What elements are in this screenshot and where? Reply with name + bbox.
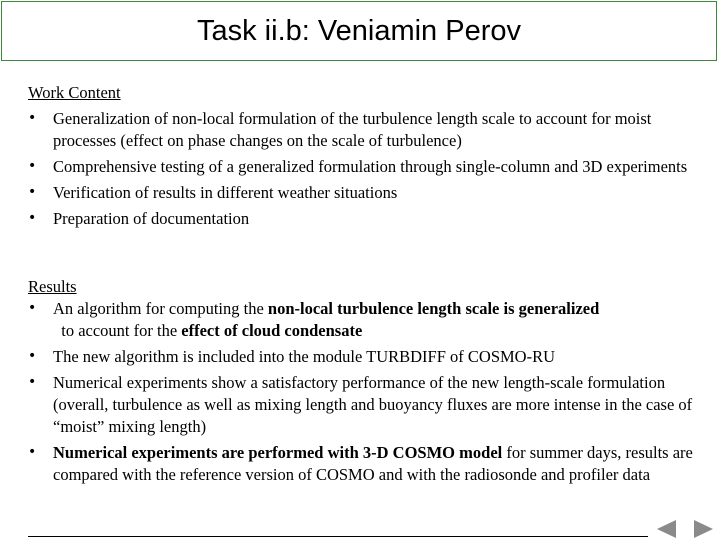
list-item: • Comprehensive testing of a generalized formulation through single-column and 3D experiments <box>28 157 688 176</box>
bullet-icon: • <box>28 300 37 316</box>
bullet-icon: • <box>28 348 37 364</box>
triangle-left-icon[interactable] <box>657 520 676 538</box>
footer-divider <box>28 536 648 537</box>
results-heading: Results <box>28 277 77 296</box>
bullet-icon: • <box>28 184 37 200</box>
slide-title: Task ii.b: Veniamin Perov <box>1 1 717 61</box>
bullet-icon: • <box>28 110 37 126</box>
bullet-icon: • <box>28 444 37 460</box>
list-item: • Numerical experiments are performed with 3-D COSMO model for summer days, results are compared with the reference version of COSMO and with the radiosonde and profiler data <box>28 443 693 484</box>
results-list <box>28 298 708 486</box>
bullet-icon: • <box>28 210 37 226</box>
triangle-right-icon[interactable] <box>694 520 713 538</box>
list-item: • Generalization of non-local formulation of the turbulence length scale to account for moist processes (effect on phase changes on the scale of turbulence) <box>28 109 652 150</box>
work-content-section <box>28 82 708 230</box>
bullet-icon: • <box>28 374 37 390</box>
list-item: • Preparation of documentation <box>28 209 250 228</box>
work-content-list <box>28 108 708 230</box>
results-section <box>28 276 708 486</box>
list-item: • Verification of results in different weather situations <box>28 183 398 202</box>
list-item: • Numerical experiments show a satisfactory performance of the new length-scale formulation (overall, turbulence as well as mixing length and buoyancy fluxes are more intense in the case of “moist” mixing length) <box>28 373 693 436</box>
bullet-icon: • <box>28 158 37 174</box>
list-item: • The new algorithm is included into the module TURBDIFF of COSMO-RU <box>28 347 556 366</box>
list-item: • An algorithm for computing the non-local turbulence length scale is generalized to account for the effect of cloud condensate <box>28 299 600 340</box>
work-content-heading: Work Content <box>28 83 121 102</box>
